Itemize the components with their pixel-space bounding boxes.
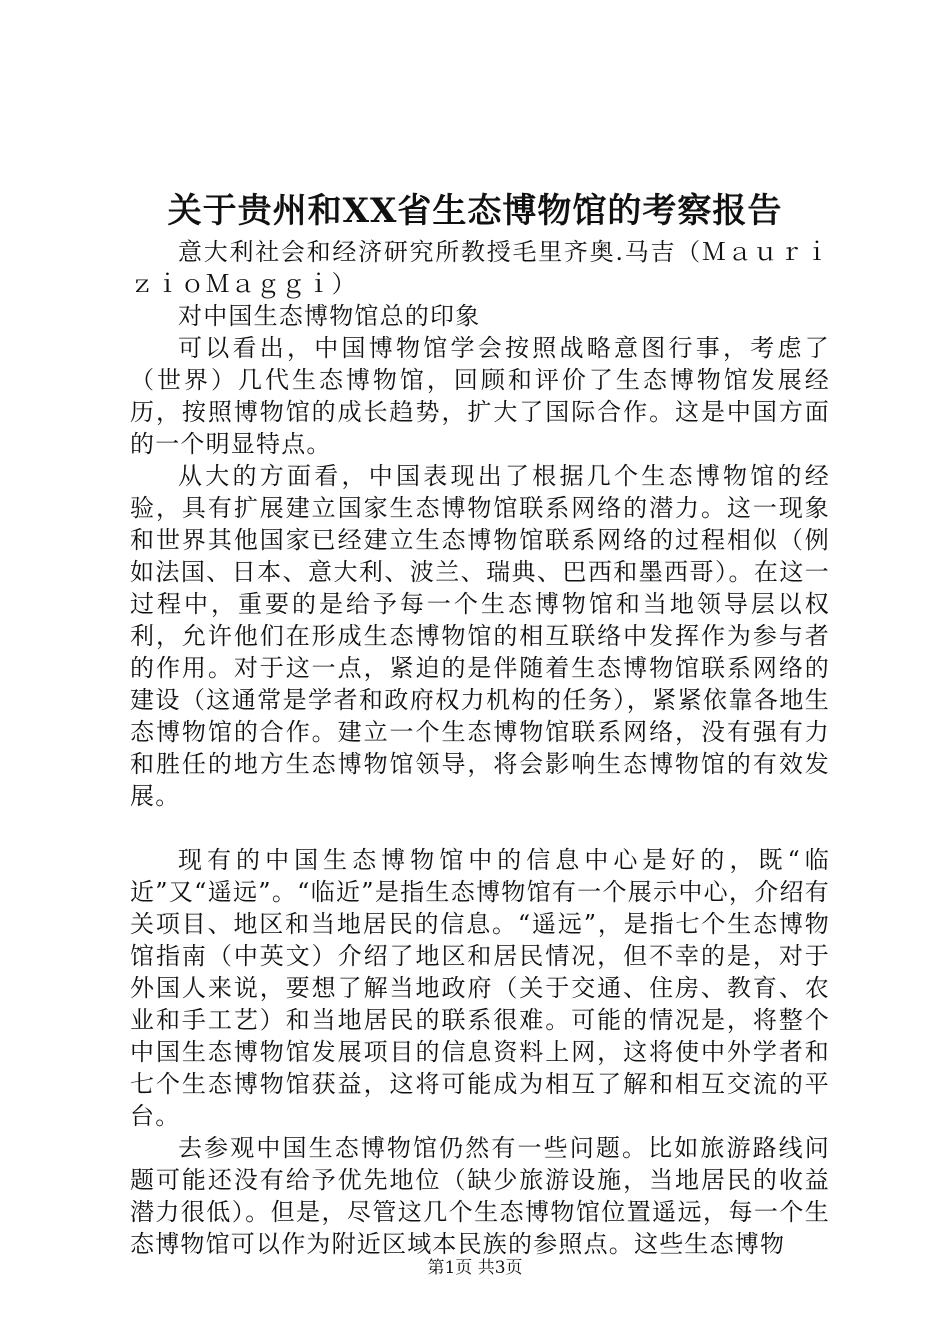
section-heading: 对中国生态博物馆总的印象	[178, 302, 481, 330]
document-title: 关于贵州和XX省生态博物馆的考察报告	[167, 191, 783, 231]
paragraph: 从大的方面看，中国表现出了根据几个生态博物馆的经验，具有扩展建立国家生态博物馆联系网络的潜力。这一现象和世界其他国家已经建立生态博物馆联系网络的过程相似（例如法国、日本、意大利、波兰、瑞典、巴西和墨西哥）。在这一过程中，重要的是给予每一个生态博物馆和当地领导层以权利，允许他们在形成生态博物馆的相互联络中发挥作为参与者的作用。对于这一点，紧迫的是伴随着生态博物馆联系网络的建设（这通常是学者和政府权力机构的任务），紧紧依靠各地生态博物馆的合作。建立一个生态博物馆联系网络，没有强有力和胜任的地方生态博物馆领导，将会影响生态博物馆的有效发展。	[130, 462, 830, 810]
author-line: 意大利社会和经济研究所教授毛里齐奥.马吉（ＭａｕｒｉｚｉｏＭａｇｇｉ）	[130, 238, 830, 298]
page-footer: 第1页 共3页	[427, 1258, 523, 1278]
paragraph: 现有的中国生态博物馆中的信息中心是好的，既“临近”又“遥远”。“临近”是指生态博物馆有一个展示中心，介绍有关项目、地区和当地居民的信息。“遥远”，是指七个生态博物馆指南（中英文）介绍了地区和居民情况，但不幸的是，对于外国人来说，要想了解当地政府（关于交通、住房、教育、农业和手工艺）和当地居民的联系很难。可能的情况是，将整个中国生态博物馆发展项目的信息资料上网，这将使中外学者和七个生态博物馆获益，这将可能成为相互了解和相互交流的平台。	[130, 846, 830, 1130]
paragraph: 去参观中国生态博物馆仍然有一些问题。比如旅游路线问题可能还没有给予优先地位（缺少旅游设施，当地居民的收益潜力很低）。但是，尽管这几个生态博物馆位置遥远，每一个生态博物馆可以作为附近区域本民族的参照点。这些生态博物	[130, 1134, 830, 1258]
document-body	[130, 236, 830, 1260]
paragraph: 可以看出，中国博物馆学会按照战略意图行事，考虑了（世界）几代生态博物馆，回顾和评价了生态博物馆发展经历，按照博物馆的成长趋势，扩大了国际合作。这是中国方面的一个明显特点。	[130, 334, 830, 458]
